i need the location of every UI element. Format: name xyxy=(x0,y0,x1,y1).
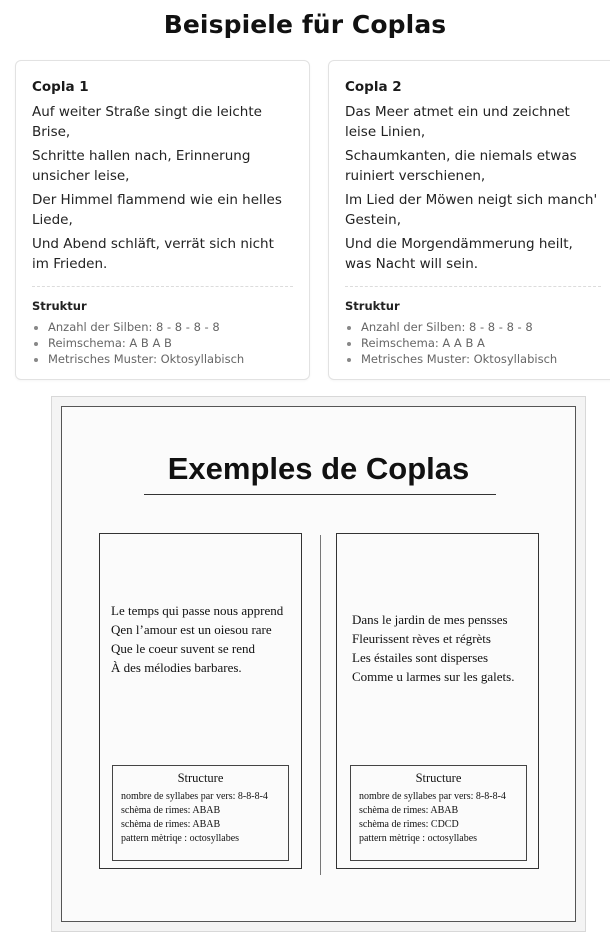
structure-item: • Anzahl der Silben: 8 - 8 - 8 - 8 xyxy=(361,319,601,335)
poem xyxy=(352,610,537,686)
image-frame xyxy=(61,406,576,922)
structure-box-line: nombre de syllabes par vers: 8-8-8-4 xyxy=(359,791,506,802)
structure-box-line: schèma de rimes: CDCD xyxy=(359,819,459,830)
copla-title: Copla 1 xyxy=(32,79,89,95)
poem-line: Que le coeur suvent se rend xyxy=(111,641,256,656)
structure-list xyxy=(345,319,601,367)
structure-box xyxy=(112,765,289,861)
copla-card-1 xyxy=(15,60,310,380)
structure-item: • Reimschema: A B A B xyxy=(48,335,293,351)
structure-item: • Anzahl der Silben: 8 - 8 - 8 - 8 xyxy=(48,319,293,335)
center-divider xyxy=(320,535,321,875)
structure-box-title: Structure xyxy=(415,771,462,785)
image-title: Exemples de Coplas xyxy=(167,451,470,486)
structure-title: Struktur xyxy=(345,299,400,313)
structure-box-line: pattern mètriqe : octosyllabes xyxy=(121,833,240,844)
verse-line: Der Himmel flammend wie ein helles Liede, xyxy=(32,192,282,228)
verse-line: Und Abend schläft, verrät sich nicht im Frieden. xyxy=(32,236,274,272)
structure-item: • Metrisches Muster: Oktosyllabisch xyxy=(48,351,293,367)
verse-line: Schritte hallen nach, Erinnerung unsicher leise, xyxy=(32,148,251,184)
divider xyxy=(32,286,293,287)
structure-title: Struktur xyxy=(32,299,87,313)
structure-item: • Metrisches Muster: Oktosyllabisch xyxy=(361,351,601,367)
poem-line: Fleurissent rèves et régrèts xyxy=(352,631,491,646)
poem-line: Le temps qui passe nous apprend xyxy=(111,603,284,618)
poem xyxy=(111,601,296,677)
structure-box-line: schèma de rimes: ABAB xyxy=(121,805,221,816)
structure-list xyxy=(32,319,293,367)
poem-line: Les éstailes sont disperses xyxy=(352,650,489,665)
coplas-image xyxy=(51,396,586,932)
structure-box-line: nombre de syllabes par vers: 8-8-8-4 xyxy=(121,791,268,802)
copla-title: Copla 2 xyxy=(345,79,402,95)
title-underline xyxy=(144,494,496,495)
poem-line: Comme u larmes sur les galets. xyxy=(352,669,515,684)
poem-line: Dans le jardin de mes pensses xyxy=(352,612,508,627)
structure-box-title: Structure xyxy=(177,771,224,785)
structure-box-line: pattern mètriqe : octosyllabes xyxy=(359,833,478,844)
page-title: Beispiele für Coplas xyxy=(163,10,447,39)
verse-line: Schaumkanten, die niemals etwas ruiniert verschienen, xyxy=(345,148,577,184)
verse-line: Im Lied der Möwen neigt sich manch' Gestein, xyxy=(345,192,598,228)
structure-item: • Reimschema: A A B A xyxy=(361,335,601,351)
divider xyxy=(345,286,601,287)
structure-box xyxy=(350,765,527,861)
poem-line: À des mélodies barbares. xyxy=(111,660,242,675)
poem-line: Qen l’amour est un oiesou rare xyxy=(111,622,272,637)
verse-line: Und die Morgendämmerung heilt, was Nacht will sein. xyxy=(345,236,573,272)
copla-card-2 xyxy=(328,60,610,380)
image-panel-1 xyxy=(99,533,302,869)
structure-box-line: schèma de rimes: ABAB xyxy=(359,805,459,816)
image-panel-2 xyxy=(336,533,539,869)
verse-line: Auf weiter Straße singt die leichte Brise, xyxy=(32,104,262,140)
verse-line: Das Meer atmet ein und zeichnet leise Linien, xyxy=(345,104,570,140)
structure-box-line: schèma de rimes: ABAB xyxy=(121,819,221,830)
